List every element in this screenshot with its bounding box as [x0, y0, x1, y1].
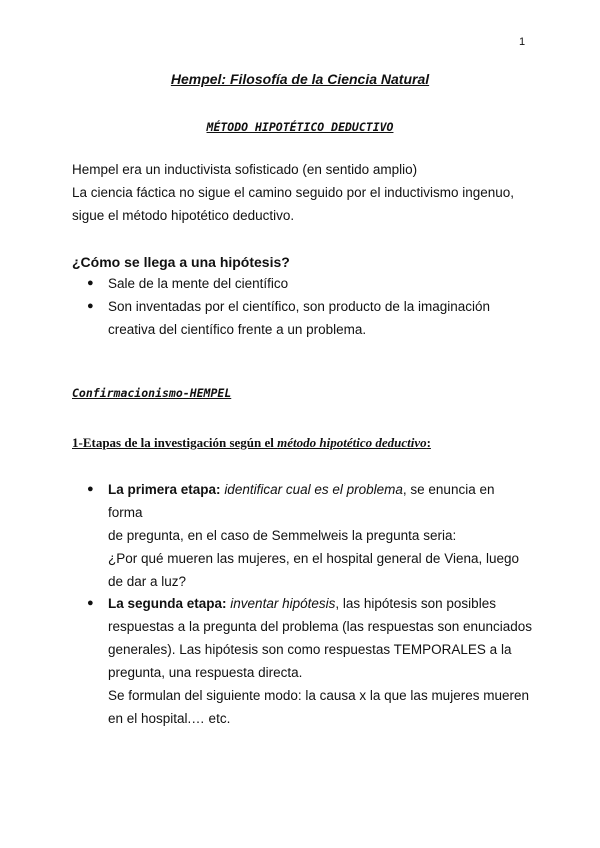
intro-line: Hempel era un inductivista sofisticado (en sentido amplio)	[72, 162, 418, 177]
stage-line: en el hospital.… etc.	[108, 711, 231, 726]
stage-line: pregunta, una respuesta directa.	[108, 665, 303, 680]
stage-list-second	[72, 592, 532, 730]
stage-line	[108, 592, 532, 615]
bullet-icon: ●	[87, 277, 94, 289]
stage-line: generales). Las hipótesis son como respuestas TEMPORALES a la	[108, 642, 512, 657]
stage-line: respuestas a la pregunta del problema (las respuestas son enunciados	[108, 619, 533, 634]
stage-emphasis: identificar cual es el problema	[224, 482, 403, 497]
stages-heading-suffix: :	[426, 435, 431, 450]
stages-heading	[72, 435, 431, 451]
list-item-text: creativa del científico frente a un problema.	[108, 322, 367, 337]
stage-list-first	[72, 478, 532, 593]
stage-lead: La segunda etapa:	[108, 596, 227, 611]
page-number: 1	[519, 36, 526, 48]
stages-heading-emphasis: método hipotético deductivo	[277, 435, 427, 450]
intro-paragraph	[72, 158, 532, 227]
question-heading: ¿Cómo se llega a una hipótesis?	[72, 254, 290, 270]
stage-line	[108, 478, 532, 524]
list-item-text: Sale de la mente del científico	[108, 276, 289, 291]
list-item	[72, 295, 532, 341]
intro-line: sigue el método hipotético deductivo.	[72, 208, 295, 223]
stage-line: de dar a luz?	[108, 574, 187, 589]
list-item	[72, 592, 532, 730]
stages-heading-prefix: 1-Etapas de la investigación según el	[72, 435, 278, 450]
bullet-icon: ●	[87, 300, 94, 312]
stage-line: ¿Por qué mueren las mujeres, en el hospital general de Viena, luego	[108, 551, 520, 566]
stage-text: , las hipótesis son posibles	[335, 596, 496, 611]
stage-lead: La primera etapa:	[108, 482, 221, 497]
stage-line: Se formulan del siguiente modo: la causa x la que las mujeres mueren	[108, 688, 529, 703]
document-subtitle: MÉTODO HIPOTÉTICO DEDUCTIVO	[206, 120, 394, 134]
stage-line: de pregunta, en el caso de Semmelweis la pregunta seria:	[108, 528, 457, 543]
hypothesis-origin-list	[72, 272, 532, 341]
stage-emphasis: inventar hipótesis	[230, 596, 336, 611]
list-item-text: Son inventadas por el científico, son producto de la imaginación	[108, 299, 490, 314]
intro-line: La ciencia fáctica no sigue el camino seguido por el inductivismo ingenuo,	[72, 185, 515, 200]
section-heading: Confirmacionismo-HEMPEL	[72, 386, 232, 400]
list-item	[72, 272, 532, 295]
stage-text: , se enuncia en forma	[108, 482, 495, 520]
bullet-icon: ●	[87, 597, 94, 609]
list-item	[72, 478, 532, 593]
document-title: Hempel: Filosofía de la Ciencia Natural	[170, 71, 430, 87]
bullet-icon: ●	[87, 483, 94, 495]
